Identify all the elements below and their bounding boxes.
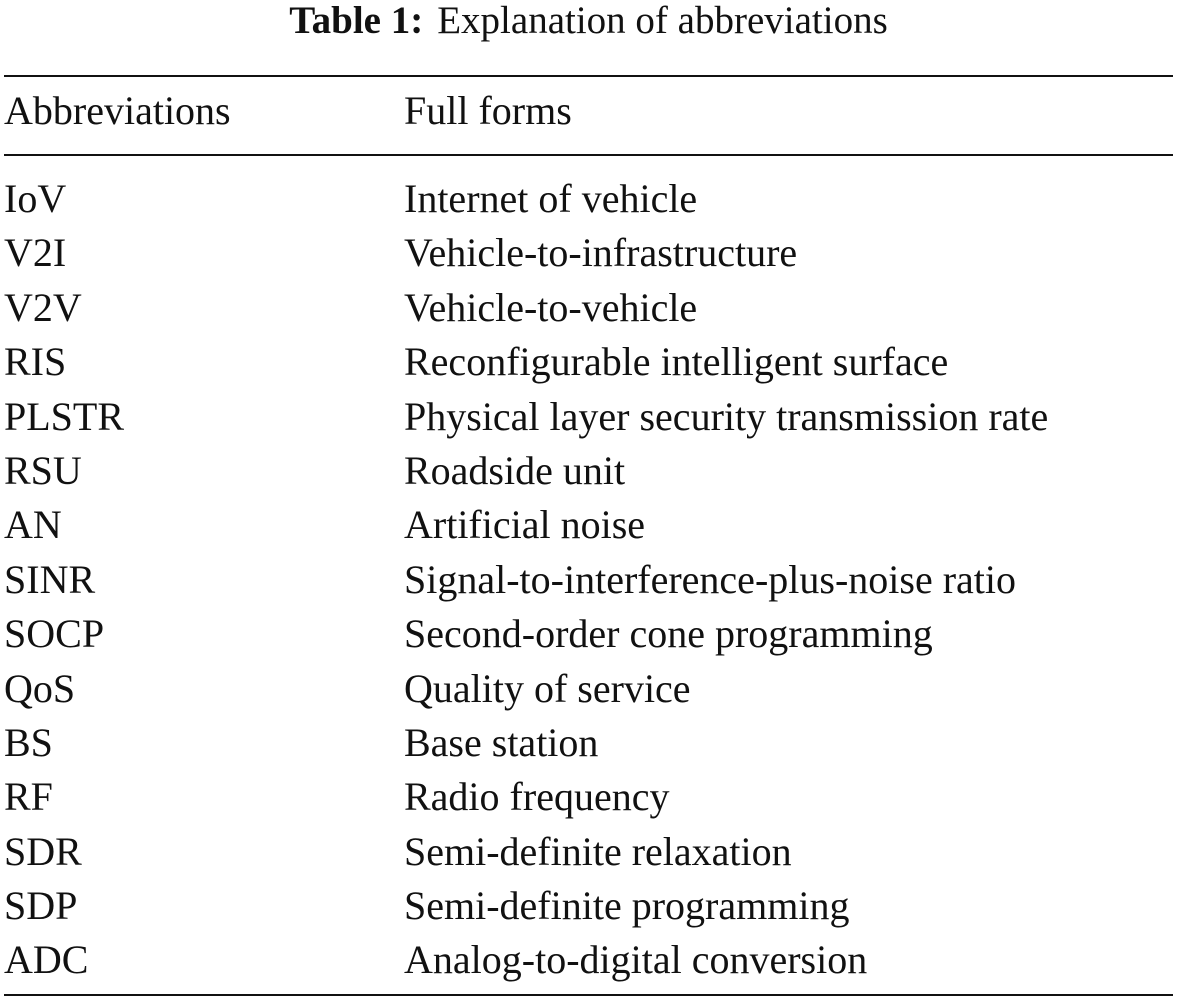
abbreviation-cell: QoS bbox=[4, 665, 76, 711]
full-form-cell: Quality of service bbox=[404, 665, 691, 711]
table-row bbox=[0, 444, 1177, 498]
header-abbreviations: Abbreviations bbox=[4, 88, 231, 133]
header-full-forms: Full forms bbox=[404, 88, 572, 133]
table-row bbox=[0, 770, 1177, 824]
abbreviation-cell: ADC bbox=[4, 937, 89, 983]
abbreviation-cell: AN bbox=[4, 502, 62, 548]
table-bottom-rule bbox=[4, 994, 1173, 996]
abbreviation-cell: BS bbox=[4, 719, 53, 765]
full-form-cell: Vehicle-to-vehicle bbox=[404, 284, 698, 330]
full-form-cell: Internet of vehicle bbox=[404, 176, 698, 221]
full-form-cell: Base station bbox=[404, 719, 599, 765]
full-form-cell: Semi-definite relaxation bbox=[404, 828, 792, 874]
abbreviation-cell: SINR bbox=[4, 556, 96, 602]
table-row bbox=[0, 281, 1177, 335]
full-form-cell: Roadside unit bbox=[404, 447, 626, 493]
table-row bbox=[0, 716, 1177, 770]
full-form-cell: Physical layer security transmission rate bbox=[404, 393, 1049, 439]
table-caption bbox=[0, 0, 1177, 44]
full-form-cell: Analog-to-digital conversion bbox=[404, 937, 868, 983]
abbreviation-cell: V2V bbox=[4, 284, 82, 330]
table-row bbox=[0, 390, 1177, 444]
table-header-rule bbox=[4, 154, 1173, 156]
table-caption-text: Explanation of abbreviations bbox=[437, 0, 888, 42]
table-body bbox=[0, 172, 1177, 988]
table-row bbox=[0, 553, 1177, 607]
table-row bbox=[0, 933, 1177, 987]
abbreviation-cell: SDP bbox=[4, 883, 78, 929]
abbreviation-cell: RIS bbox=[4, 339, 67, 385]
full-form-cell: Reconfigurable intelligent surface bbox=[404, 339, 949, 385]
abbreviation-cell: SDR bbox=[4, 828, 82, 874]
table-header-row bbox=[0, 84, 1177, 138]
full-form-cell: Second-order cone programming bbox=[404, 611, 933, 657]
abbreviation-cell: RSU bbox=[4, 447, 82, 493]
table-row bbox=[0, 172, 1177, 226]
full-form-cell: Semi-definite programming bbox=[404, 883, 850, 929]
table-row bbox=[0, 662, 1177, 716]
abbreviation-cell: IoV bbox=[4, 176, 67, 221]
abbreviation-cell: RF bbox=[4, 774, 53, 820]
table-row bbox=[0, 226, 1177, 280]
abbreviation-cell: PLSTR bbox=[4, 393, 125, 439]
table-row bbox=[0, 498, 1177, 552]
abbreviation-cell: SOCP bbox=[4, 611, 105, 657]
table-top-rule bbox=[4, 75, 1173, 77]
abbreviation-cell: V2I bbox=[4, 230, 67, 276]
full-form-cell: Artificial noise bbox=[404, 502, 646, 548]
table-row bbox=[0, 607, 1177, 661]
full-form-cell: Radio frequency bbox=[404, 774, 670, 820]
table-caption-label: Table 1: bbox=[289, 0, 424, 42]
full-form-cell: Vehicle-to-infrastructure bbox=[404, 230, 798, 276]
table-row bbox=[0, 825, 1177, 879]
full-form-cell: Signal-to-interference-plus-noise ratio bbox=[404, 556, 1016, 602]
table-row bbox=[0, 335, 1177, 389]
table-row bbox=[0, 879, 1177, 933]
